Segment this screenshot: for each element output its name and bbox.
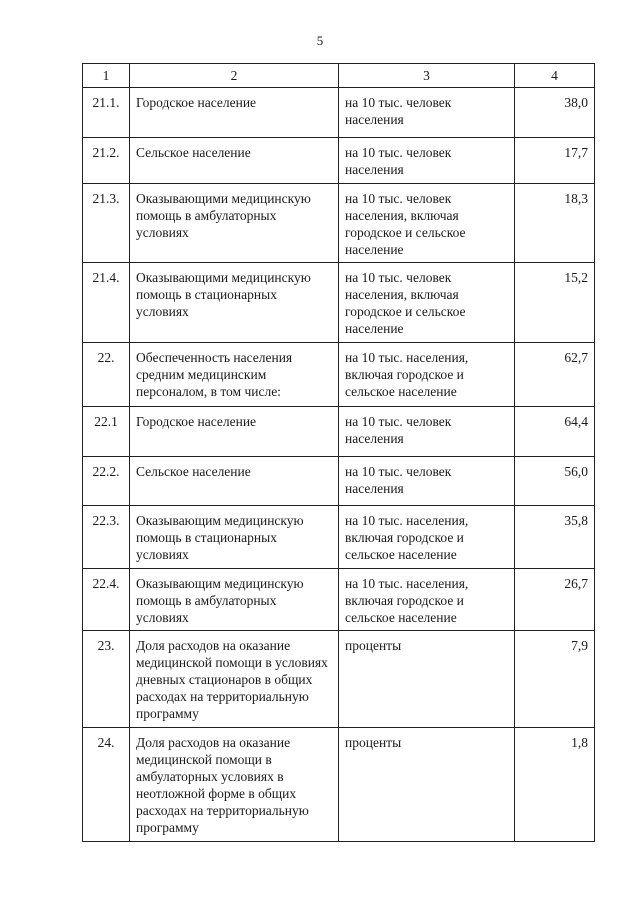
row-number: 24. bbox=[83, 728, 130, 842]
table-row bbox=[83, 728, 595, 842]
table-row bbox=[83, 407, 595, 457]
indicator-unit: проценты bbox=[339, 631, 515, 728]
column-header: 1 bbox=[83, 64, 130, 88]
indicator-value: 1,8 bbox=[515, 728, 595, 842]
indicator-name: Доля расходов на оказание медицинской помощи в амбулаторных условиях в неотложной форме в общих расходах на территориальную программу bbox=[130, 728, 339, 842]
indicator-unit: на 10 тыс. человек населения bbox=[339, 407, 515, 457]
indicator-value: 17,7 bbox=[515, 138, 595, 184]
indicator-unit: на 10 тыс. населения, включая городское и сельское население bbox=[339, 569, 515, 631]
indicator-unit: на 10 тыс. человек населения bbox=[339, 88, 515, 138]
indicator-unit: на 10 тыс. населения, включая городское и сельское население bbox=[339, 343, 515, 407]
indicators-table bbox=[82, 63, 595, 842]
row-number: 21.3. bbox=[83, 184, 130, 263]
indicator-unit: проценты bbox=[339, 728, 515, 842]
indicator-value: 15,2 bbox=[515, 263, 595, 343]
indicator-unit: на 10 тыс. человек населения bbox=[339, 457, 515, 506]
indicator-name: Оказывающими медицинскую помощь в стационарных условиях bbox=[130, 263, 339, 343]
indicator-unit: на 10 тыс. человек населения, включая городское и сельское население bbox=[339, 184, 515, 263]
indicator-name: Городское население bbox=[130, 407, 339, 457]
row-number: 22.4. bbox=[83, 569, 130, 631]
indicator-unit: на 10 тыс. населения, включая городское и сельское население bbox=[339, 506, 515, 569]
indicator-value: 38,0 bbox=[515, 88, 595, 138]
indicator-name: Сельское население bbox=[130, 457, 339, 506]
indicator-value: 62,7 bbox=[515, 343, 595, 407]
indicator-name: Оказывающим медицинскую помощь в амбулаторных условиях bbox=[130, 569, 339, 631]
indicator-value: 64,4 bbox=[515, 407, 595, 457]
column-header: 2 bbox=[130, 64, 339, 88]
table-row bbox=[83, 631, 595, 728]
indicator-value: 26,7 bbox=[515, 569, 595, 631]
indicator-value: 35,8 bbox=[515, 506, 595, 569]
row-number: 21.2. bbox=[83, 138, 130, 184]
row-number: 21.1. bbox=[83, 88, 130, 138]
table-row bbox=[83, 138, 595, 184]
table-row bbox=[83, 506, 595, 569]
table-header-row bbox=[83, 64, 595, 88]
row-number: 23. bbox=[83, 631, 130, 728]
indicator-name: Оказывающим медицинскую помощь в стационарных условиях bbox=[130, 506, 339, 569]
indicator-name: Городское население bbox=[130, 88, 339, 138]
indicator-name: Сельское население bbox=[130, 138, 339, 184]
column-header: 3 bbox=[339, 64, 515, 88]
page-number: 5 bbox=[316, 33, 324, 48]
indicator-value: 18,3 bbox=[515, 184, 595, 263]
table-row bbox=[83, 457, 595, 506]
table-row bbox=[83, 184, 595, 263]
table-row bbox=[83, 343, 595, 407]
indicator-name: Обеспеченность населения средним медицинским персоналом, в том числе: bbox=[130, 343, 339, 407]
row-number: 21.4. bbox=[83, 263, 130, 343]
indicator-name: Оказывающими медицинскую помощь в амбулаторных условиях bbox=[130, 184, 339, 263]
indicator-value: 56,0 bbox=[515, 457, 595, 506]
table-row bbox=[83, 88, 595, 138]
row-number: 22.1 bbox=[83, 407, 130, 457]
row-number: 22. bbox=[83, 343, 130, 407]
row-number: 22.3. bbox=[83, 506, 130, 569]
column-header: 4 bbox=[515, 64, 595, 88]
row-number: 22.2. bbox=[83, 457, 130, 506]
indicator-unit: на 10 тыс. человек населения, включая городское и сельское население bbox=[339, 263, 515, 343]
indicator-value: 7,9 bbox=[515, 631, 595, 728]
indicator-unit: на 10 тыс. человек населения bbox=[339, 138, 515, 184]
table-row bbox=[83, 263, 595, 343]
indicator-name: Доля расходов на оказание медицинской помощи в условиях дневных стационаров в общих расходах на территориальную программу bbox=[130, 631, 339, 728]
table-row bbox=[83, 569, 595, 631]
